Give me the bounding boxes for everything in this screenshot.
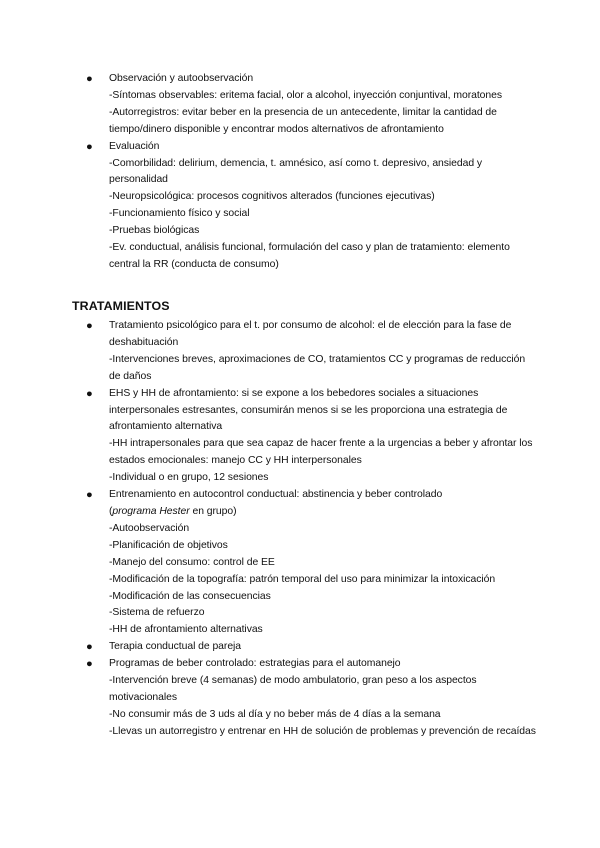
list-item-line: -Funcionamiento físico y social bbox=[109, 208, 250, 220]
list-item-line: -Pruebas biológicas bbox=[109, 225, 200, 237]
list-item-line: -Sistema de refuerzo bbox=[109, 607, 205, 619]
list-item-line: -HH de afrontamiento alternativas bbox=[109, 624, 263, 636]
list-item-title: Observación y autoobservación bbox=[109, 73, 254, 84]
list-item bbox=[0, 386, 600, 487]
list-item bbox=[0, 656, 600, 741]
list-item-line: -Individual o en grupo, 12 sesiones bbox=[109, 472, 269, 484]
bullet-icon: ● bbox=[86, 140, 93, 153]
list-item-line: -Llevas un autorregistro y entrenar en HH de solución de problemas y prevención de recaídas bbox=[109, 725, 536, 737]
list-item-line: -Planificación de objetivos bbox=[109, 539, 228, 551]
list-item-line: -Intervención breve (4 semanas) de modo ambulatorio, gran peso a los aspectos motivacionales bbox=[109, 675, 477, 703]
list-item-line: -Modificación de las consecuencias bbox=[109, 590, 271, 602]
list-item bbox=[0, 639, 600, 656]
list-item-line: -Autoobservación bbox=[109, 522, 190, 534]
list-item-line: -Ev. conductual, análisis funcional, formulación del caso y plan de tratamiento: elemento central la RR (conducta de consumo) bbox=[109, 242, 510, 270]
list-item-line: -No consumir más de 3 uds al día y no beber más de 4 días a la semana bbox=[109, 708, 441, 720]
list-item-title: Evaluación bbox=[109, 140, 160, 152]
bullet-icon: ● bbox=[86, 641, 93, 654]
list-item-line: -Intervenciones breves, aproximaciones de CO, tratamientos CC y programas de reducción de daños bbox=[109, 353, 526, 382]
list-item-title: Programas de beber controlado: estrategias para el automanejo bbox=[109, 658, 401, 670]
list-item bbox=[0, 139, 600, 274]
list-item-title: Tratamiento psicológico para el t. por consumo de alcohol: el de elección para la fase de deshabituación bbox=[109, 320, 512, 348]
list-item-line: -Autorregistros: evitar beber en la presencia de un antecedente, limitar la cantidad de tiempo/dinero disponible y encontrar modos alternativos de afrontamiento bbox=[109, 106, 497, 135]
list-item-subtitle bbox=[109, 504, 536, 521]
bullet-icon: ● bbox=[86, 658, 93, 671]
list-item-line: -Comorbilidad: delirium, demencia, t. amnésico, así como t. depresivo, ansiedad y personalidad bbox=[109, 157, 483, 186]
list-item-line: -Modificación de la topografía: patrón temporal del uso para minimizar la intoxicación bbox=[109, 573, 496, 585]
list-item bbox=[0, 487, 600, 639]
bullet-icon: ● bbox=[86, 320, 93, 332]
paren-open: ( bbox=[109, 505, 113, 517]
program-name: programa Hester bbox=[112, 505, 190, 517]
list-item bbox=[0, 318, 600, 386]
bullet-icon: ● bbox=[86, 73, 93, 85]
list-item bbox=[0, 71, 600, 139]
list-item-line: -Síntomas observables: eritema facial, olor a alcohol, inyección conjuntival, moratones bbox=[109, 89, 503, 101]
bullet-icon: ● bbox=[86, 387, 93, 400]
list-item-line: -Manejo del consumo: control de EE bbox=[109, 556, 275, 568]
list-item-title: Entrenamiento en autocontrol conductual: abstinencia y beber controlado bbox=[109, 489, 443, 501]
list-item-title: EHS y HH de afrontamiento: si se expone a los bebedores sociales a situaciones interpersonales estresantes, consumirán menos si se les proporciona una estrategia de afrontamiento alternativa bbox=[109, 387, 508, 433]
list-item-line: -HH intrapersonales para que sea capaz de hacer frente a la urgencias a beber y afrontar los estados emocionales: manejo CC y HH interpersonales bbox=[109, 438, 533, 467]
bullet-icon: ● bbox=[86, 489, 93, 502]
assessment-list bbox=[0, 71, 600, 274]
list-item-title: Terapia conductual de pareja bbox=[109, 641, 242, 653]
treatments-list bbox=[0, 318, 600, 741]
list-item-line: -Neuropsicológica: procesos cognitivos alterados (funciones ejecutivas) bbox=[109, 191, 435, 203]
paren-rest: en grupo) bbox=[189, 505, 237, 517]
section-heading: TRATAMIENTOS bbox=[72, 299, 170, 313]
